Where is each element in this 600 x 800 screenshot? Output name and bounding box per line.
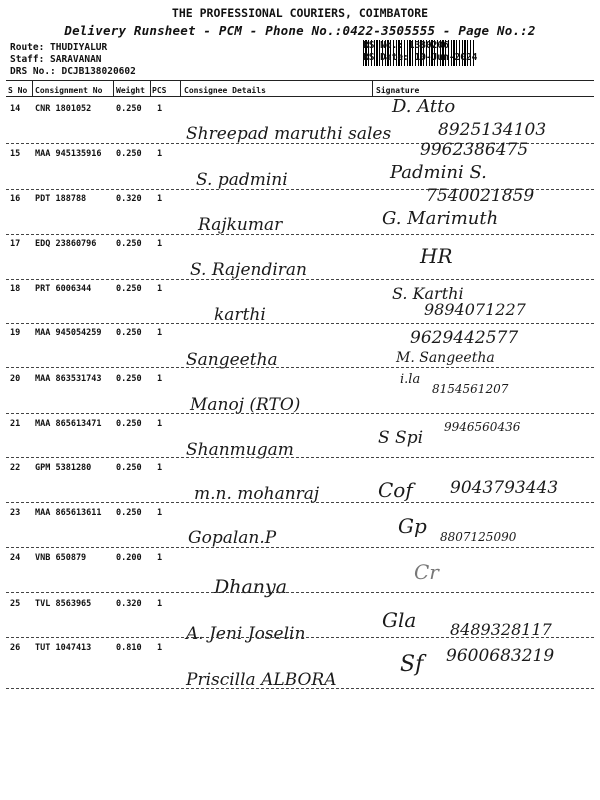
row-pcs: 1 xyxy=(157,419,163,429)
handwritten-consignee: Sangeetha xyxy=(186,350,278,370)
row-pcs: 1 xyxy=(157,553,163,563)
row-consignment: TUT 1047413 xyxy=(35,643,92,653)
row-sno: 26 xyxy=(10,643,21,653)
row-weight: 0.200 xyxy=(116,553,142,563)
row-sno: 25 xyxy=(10,599,21,609)
row-weight: 0.250 xyxy=(116,419,142,429)
row-pcs: 1 xyxy=(157,328,163,338)
row-weight: 0.250 xyxy=(116,508,142,518)
row-pcs: 1 xyxy=(157,104,163,114)
column-divider xyxy=(180,80,181,96)
handwritten-signature: M. Sangeetha xyxy=(396,350,495,366)
handwritten-consignee: S. Rajendiran xyxy=(190,260,307,280)
row-sno: 23 xyxy=(10,508,21,518)
row-pcs: 1 xyxy=(157,374,163,384)
row-consignment: CNR 1801052 xyxy=(35,104,92,114)
col-header-weight: Weight xyxy=(116,86,145,95)
row-consignment: VNB 650879 xyxy=(35,553,87,563)
row-pcs: 1 xyxy=(157,239,163,249)
drs-number: DRS No.: DCJB138020602 xyxy=(10,66,136,77)
row-divider xyxy=(6,413,594,414)
row-sno: 20 xyxy=(10,374,21,384)
row-consignment: EDQ 23860796 xyxy=(35,239,97,249)
handwritten-phone: 9946560436 xyxy=(444,420,521,434)
row-sno: 16 xyxy=(10,194,21,204)
row-weight: 0.250 xyxy=(116,284,142,294)
handwritten-signature: Gp xyxy=(398,514,427,538)
handwritten-phone: 8489328117 xyxy=(450,620,552,639)
row-divider xyxy=(6,323,594,324)
handwritten-signature: Gla xyxy=(382,608,417,632)
route-label: Route: THUDIYALUR xyxy=(10,42,108,53)
row-weight: 0.320 xyxy=(116,599,142,609)
handwritten-phone: 8154561207 xyxy=(432,382,509,396)
rs-date: RS Date: 10-Jun-2024 xyxy=(363,52,478,63)
col-header-sno: S No xyxy=(8,86,28,95)
handwritten-consignee: m.n. mohanraj xyxy=(194,484,320,504)
handwritten-signature: Cof xyxy=(378,478,413,502)
column-divider xyxy=(150,80,151,96)
col-header-signature: Signature xyxy=(376,86,420,95)
row-consignment: MAA 945135916 xyxy=(35,149,102,159)
row-consignment: MAA 863531743 xyxy=(35,374,102,384)
row-divider xyxy=(6,688,594,689)
column-divider xyxy=(113,80,114,96)
row-consignment: PDT 188788 xyxy=(35,194,87,204)
row-sno: 22 xyxy=(10,463,21,473)
handwritten-signature: i.la xyxy=(400,372,421,387)
row-divider xyxy=(6,502,594,503)
handwritten-phone: 9600683219 xyxy=(446,646,555,666)
row-divider xyxy=(6,367,594,368)
handwritten-consignee: Dhanya xyxy=(214,576,288,598)
row-pcs: 1 xyxy=(157,643,163,653)
handwritten-signature: G. Marimuth xyxy=(382,208,499,229)
row-divider xyxy=(6,279,594,280)
handwritten-consignee: Gopalan.P xyxy=(188,528,277,548)
row-sno: 17 xyxy=(10,239,21,249)
row-weight: 0.250 xyxy=(116,328,142,338)
handwritten-consignee: S. padmini xyxy=(196,170,288,190)
handwritten-signature: Cr xyxy=(414,560,439,584)
row-consignment: MAA 865613611 xyxy=(35,508,102,518)
handwritten-consignee: Shreepad maruthi sales xyxy=(186,124,392,144)
handwritten-signature: Padmini S. xyxy=(390,162,487,183)
handwritten-signature: S Spi xyxy=(378,428,424,448)
row-divider xyxy=(6,234,594,235)
row-weight: 0.810 xyxy=(116,643,142,653)
handwritten-phone: 9043793443 xyxy=(450,478,559,498)
handwritten-consignee: Rajkumar xyxy=(198,215,283,235)
row-pcs: 1 xyxy=(157,463,163,473)
row-sno: 21 xyxy=(10,419,21,429)
row-consignment: GPM 5381280 xyxy=(35,463,92,473)
handwritten-signature: S. Karthi xyxy=(392,284,464,303)
handwritten-phone: 8807125090 xyxy=(440,530,517,544)
handwritten-signature: Sf xyxy=(400,652,424,677)
row-weight: 0.250 xyxy=(116,374,142,384)
row-pcs: 1 xyxy=(157,149,163,159)
staff-label: Staff: SARAVANAN xyxy=(10,54,102,65)
row-weight: 0.250 xyxy=(116,239,142,249)
handwritten-consignee: Manoj (RTO) xyxy=(190,395,301,415)
handwritten-phone: 9894071227 xyxy=(424,300,526,319)
row-pcs: 1 xyxy=(157,599,163,609)
row-sno: 19 xyxy=(10,328,21,338)
handwritten-signature: HR xyxy=(420,244,453,268)
row-consignment: TVL 8563965 xyxy=(35,599,92,609)
column-divider xyxy=(32,80,33,96)
row-sno: 15 xyxy=(10,149,21,159)
company-title: THE PROFESSIONAL COURIERS, COIMBATORE xyxy=(171,6,429,20)
row-pcs: 1 xyxy=(157,194,163,204)
col-header-consignment: Consignment No xyxy=(35,86,103,95)
row-divider xyxy=(6,547,594,548)
handwritten-consignee: A. Jeni Joselin xyxy=(186,624,306,644)
row-sno: 18 xyxy=(10,284,21,294)
handwritten-phone: 9629442577 xyxy=(410,328,519,348)
row-pcs: 1 xyxy=(157,284,163,294)
handwritten-phone: 8925134103 xyxy=(438,120,547,140)
handwritten-phone: 7540021859 xyxy=(426,186,535,206)
row-divider xyxy=(6,637,594,638)
table-header-border xyxy=(6,96,594,97)
handwritten-signature: D. Atto xyxy=(392,96,456,117)
row-consignment: MAA 865613471 xyxy=(35,419,102,429)
column-divider xyxy=(372,80,373,96)
row-weight: 0.250 xyxy=(116,104,142,114)
row-consignment: MAA 945054259 xyxy=(35,328,102,338)
col-header-pcs: PCS xyxy=(152,86,167,95)
handwritten-consignee: Shanmugam xyxy=(186,440,294,460)
row-weight: 0.250 xyxy=(116,463,142,473)
row-pcs: 1 xyxy=(157,508,163,518)
handwritten-phone: 9962386475 xyxy=(420,140,529,160)
row-divider xyxy=(6,592,594,593)
col-header-consignee: Consignee Details xyxy=(184,86,266,95)
row-weight: 0.320 xyxy=(116,194,142,204)
row-divider xyxy=(6,457,594,458)
handwritten-consignee: karthi xyxy=(214,305,266,325)
row-sno: 14 xyxy=(10,104,21,114)
row-weight: 0.250 xyxy=(116,149,142,159)
row-sno: 24 xyxy=(10,553,21,563)
runsheet-subtitle: Delivery Runsheet - PCM - Phone No.:0422-3505555 - Page No.:2 xyxy=(64,23,536,38)
rs-number: RS No.: 1380206 xyxy=(363,40,449,51)
handwritten-consignee: Priscilla ALBORA xyxy=(186,670,337,690)
table-top-border xyxy=(6,80,594,81)
row-consignment: PRT 6006344 xyxy=(35,284,92,294)
